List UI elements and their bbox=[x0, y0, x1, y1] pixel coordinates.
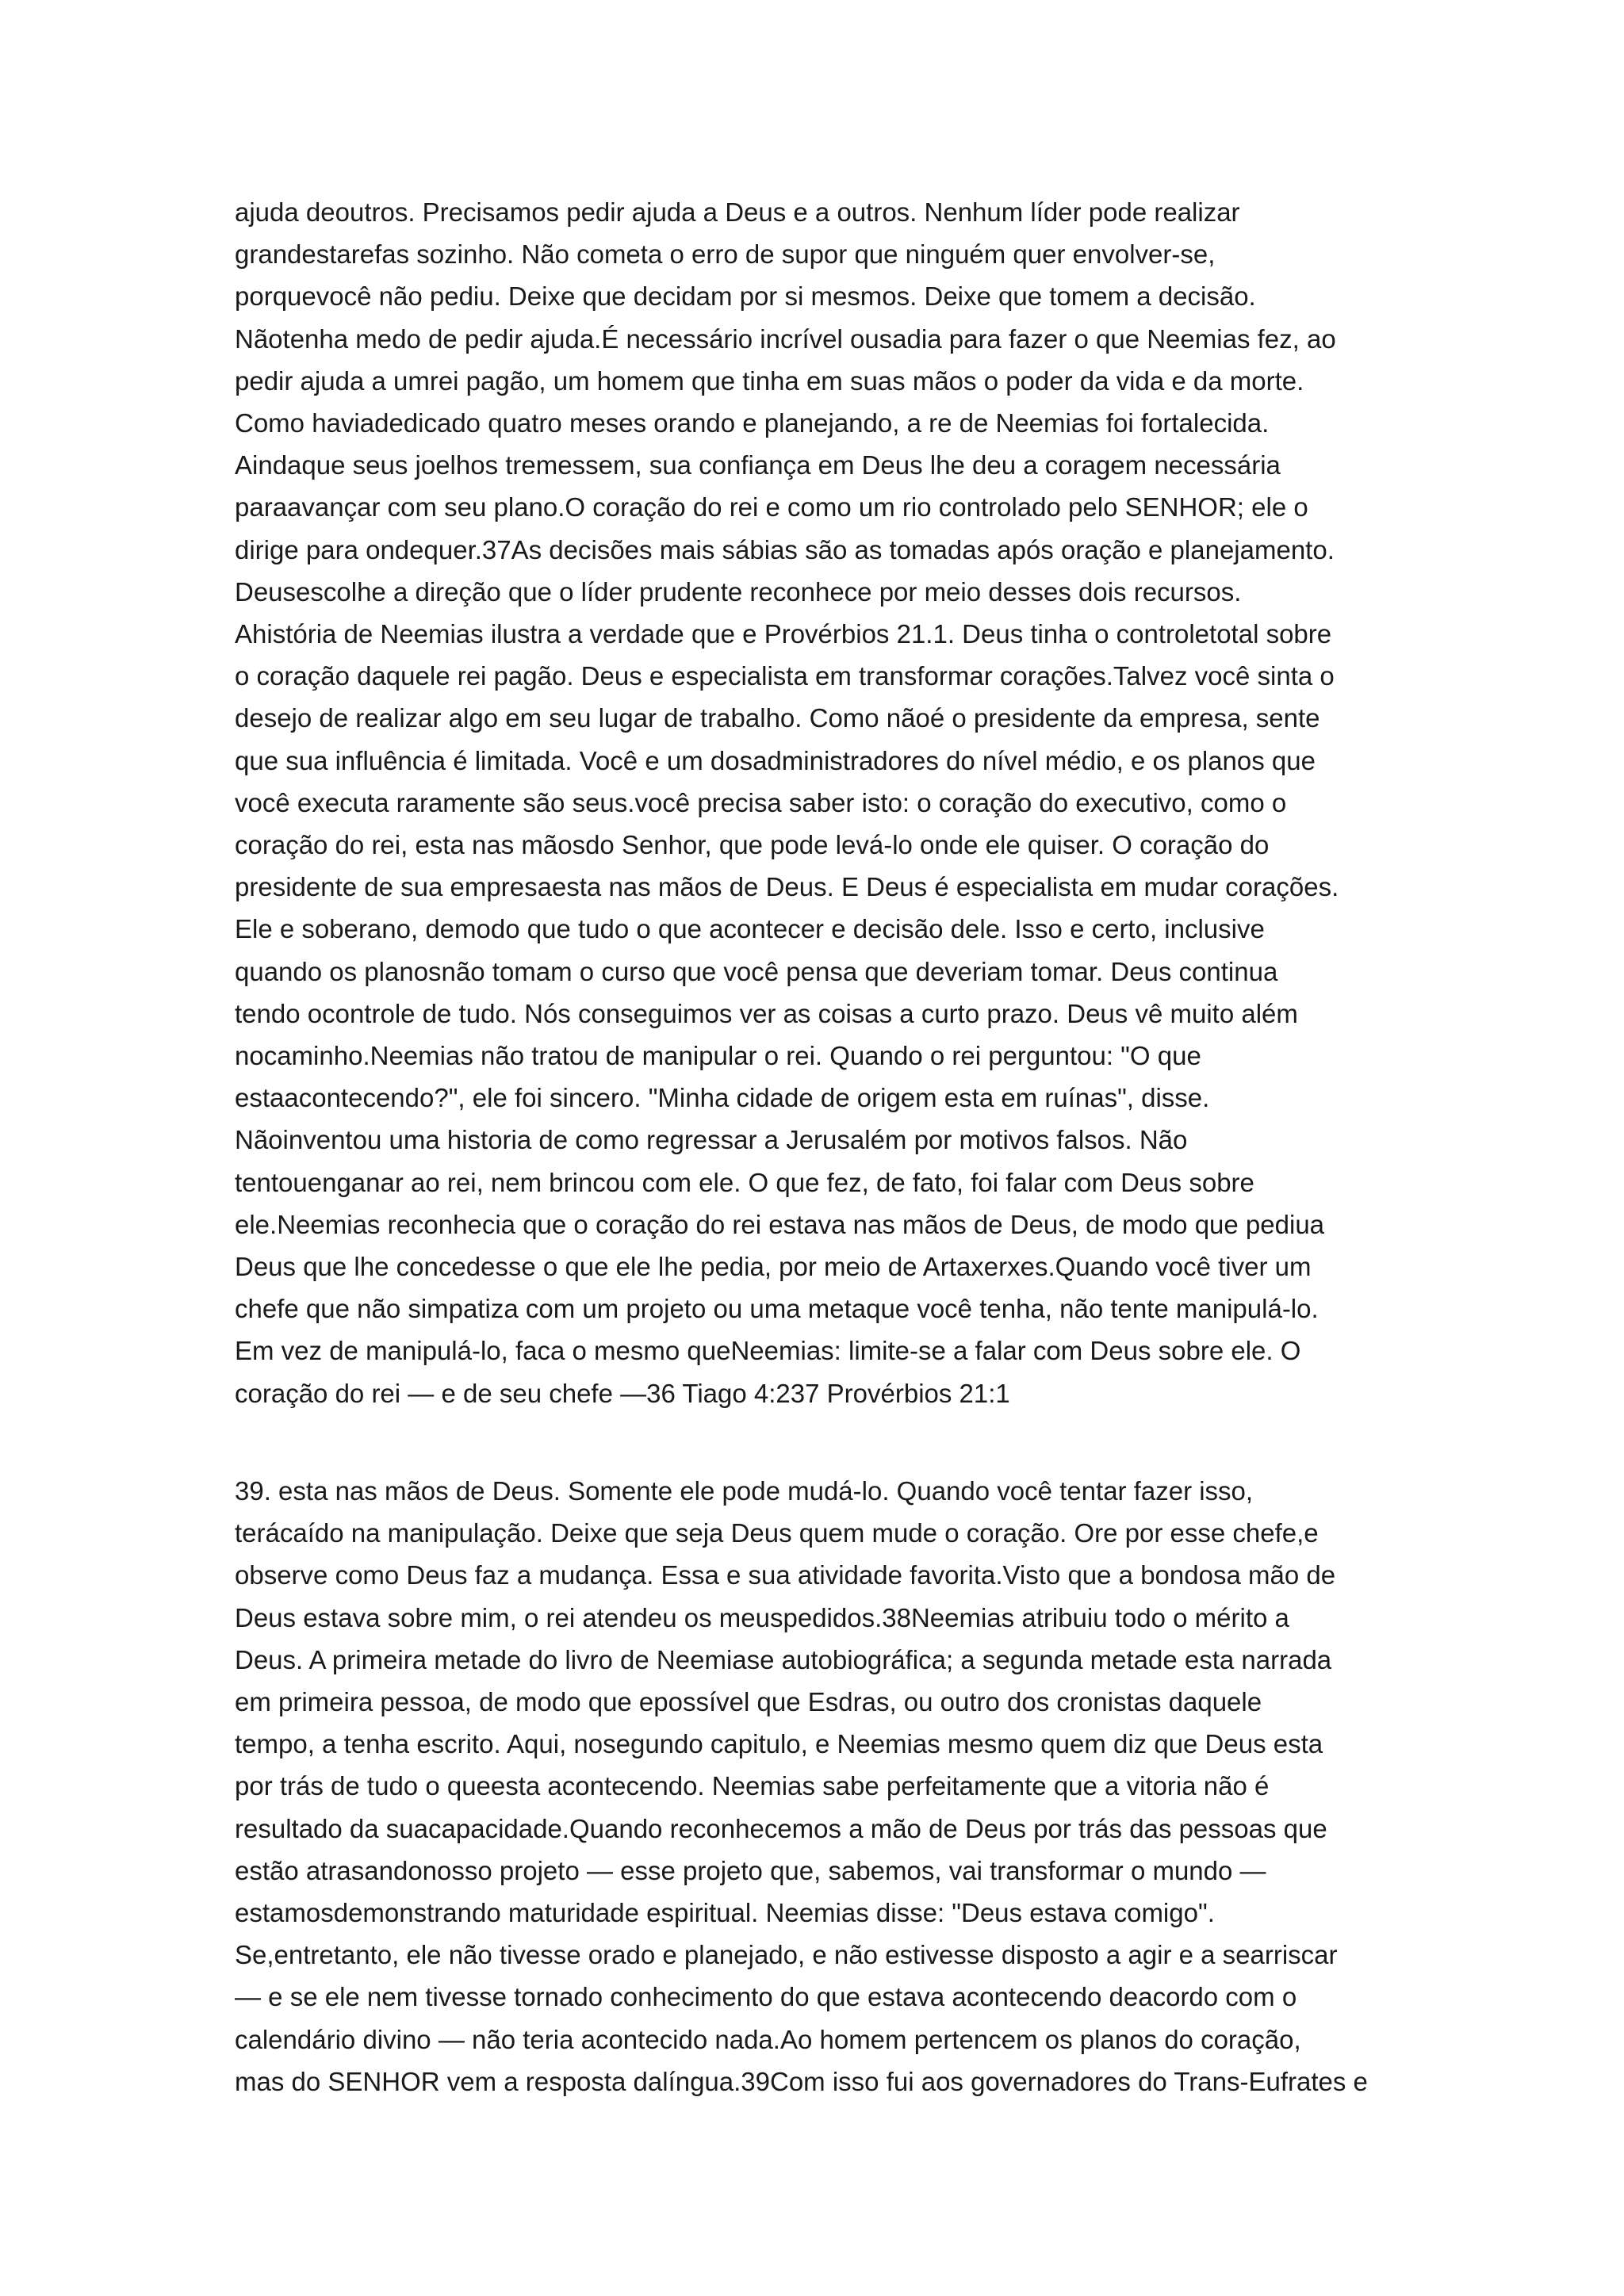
text-line: 39. esta nas mãos de Deus. Somente ele pode mudá-lo. Quando você tentar fazer isso, bbox=[235, 1476, 1254, 1506]
text-line: porquevocê não pediu. Deixe que decidam por si mesmos. Deixe que tomem a decisão. bbox=[235, 281, 1256, 312]
text-line: tentouenganar ao rei, nem brincou com ele. O que fez, de fato, foi falar com Deus sobre bbox=[235, 1167, 1254, 1197]
text-line: Nãoinventou uma historia de como regressar a Jerusalém por motivos falsos. Não bbox=[235, 1125, 1188, 1155]
text-line: Aindaque seus joelhos tremessem, sua confiança em Deus lhe deu a coragem necessária bbox=[235, 450, 1281, 480]
text-line: por trás de tudo o queesta acontecendo. Neemias sabe perfeitamente que a vitoria não é bbox=[235, 1771, 1270, 1801]
text-line: dirige para ondequer.37As decisões mais sábias são as tomadas após oração e planejamento. bbox=[235, 534, 1335, 564]
text-line: quando os planosnão tomam o curso que você pensa que deveriam tomar. Deus continua bbox=[235, 956, 1278, 986]
text-line: mas do SENHOR vem a resposta dalíngua.39Com isso fui aos governadores do Trans-Eufrates e bbox=[235, 2066, 1368, 2096]
text-line: Deus estava sobre mim, o rei atendeu os meuspedidos.38Neemias atribuiu todo o mérito a bbox=[235, 1602, 1289, 1632]
text-line: terácaído na manipulação. Deixe que seja Deus quem mude o coração. Ore por esse chefe,e bbox=[235, 1518, 1319, 1548]
text-line: você executa raramente são seus.você precisa saber isto: o coração do executivo, como o bbox=[235, 787, 1287, 817]
text-line: grandestarefas sozinho. Não cometa o erro de supor que ninguém quer envolver-se, bbox=[235, 239, 1216, 270]
paragraph-1 bbox=[235, 191, 1408, 1414]
text-line: Como haviadedicado quatro meses orando e planejando, a re de Neemias foi fortalecida. bbox=[235, 408, 1270, 438]
text-line: Deus. A primeira metade do livro de Neemiase autobiográfica; a segunda metade esta narrada bbox=[235, 1644, 1332, 1674]
text-line: desejo de realizar algo em seu lugar de trabalho. Como nãoé o presidente da empresa, sente bbox=[235, 703, 1320, 733]
text-line: presidente de sua empresaesta nas mãos de Deus. E Deus é especialista em mudar corações. bbox=[235, 872, 1339, 902]
text-line: Deusescolhe a direção que o líder prudente reconhece por meio desses dois recursos. bbox=[235, 576, 1242, 607]
text-line: estaacontecendo?", ele foi sincero. "Minha cidade de origem esta em ruínas", disse. bbox=[235, 1083, 1210, 1113]
text-line: tempo, a tenha escrito. Aqui, nosegundo capitulo, e Neemias mesmo quem diz que Deus esta bbox=[235, 1729, 1323, 1759]
text-line: estamosdemonstrando maturidade espiritual. Neemias disse: "Deus estava comigo". bbox=[235, 1898, 1215, 1928]
text-line: em primeira pessoa, de modo que epossível que Esdras, ou outro dos cronistas daquele bbox=[235, 1687, 1262, 1717]
text-line: pedir ajuda a umrei pagão, um homem que tinha em suas mãos o poder da vida e da morte. bbox=[235, 365, 1304, 396]
text-line: estão atrasandonosso projeto — esse projeto que, sabemos, vai transformar o mundo — bbox=[235, 1855, 1266, 1885]
text-line: Nãotenha medo de pedir ajuda.É necessário incrível ousadia para fazer o que Neemias fez, ao bbox=[235, 323, 1336, 354]
text-line: ajuda deoutros. Precisamos pedir ajuda a Deus e a outros. Nenhum líder pode realizar bbox=[235, 197, 1240, 227]
text-line: ele.Neemias reconhecia que o coração do rei estava nas mãos de Deus, de modo que pediua bbox=[235, 1209, 1325, 1239]
text-line: que sua influência é limitada. Você e um dosadministradores do nível médio, e os planos que bbox=[235, 745, 1316, 775]
text-line: chefe que não simpatiza com um projeto ou uma metaque você tenha, não tente manipulá-lo. bbox=[235, 1294, 1319, 1324]
text-line: coração do rei, esta nas mãosdo Senhor, que pode levá-lo onde ele quiser. O coração do bbox=[235, 830, 1270, 860]
text-line: paraavançar com seu plano.O coração do rei e como um rio controlado pelo SENHOR; ele o bbox=[235, 492, 1308, 522]
text-line: Ahistória de Neemias ilustra a verdade que e Provérbios 21.1. Deus tinha o controletotal sobre bbox=[235, 619, 1332, 649]
text-line: observe como Deus faz a mudança. Essa e sua atividade favorita.Visto que a bondosa mão de bbox=[235, 1560, 1336, 1590]
text-line: calendário divino — não teria acontecido nada.Ao homem pertencem os planos do coração, bbox=[235, 2024, 1301, 2054]
text-line: Se,entretanto, ele não tivesse orado e planejado, e não estivesse disposto a agir e a searriscar bbox=[235, 1940, 1338, 1970]
text-line: nocaminho.Neemias não tratou de manipular o rei. Quando o rei perguntou: "O que bbox=[235, 1041, 1201, 1071]
text-line: coração do rei — e de seu chefe —36 Tiago 4:237 Provérbios 21:1 bbox=[235, 1378, 1010, 1408]
text-line: Ele e soberano, demodo que tudo o que acontecer e decisão dele. Isso e certo, inclusive bbox=[235, 914, 1265, 944]
text-line: tendo ocontrole de tudo. Nós conseguimos ver as coisas a curto prazo. Deus vê muito além bbox=[235, 998, 1298, 1028]
text-line: Deus que lhe concedesse o que ele lhe pedia, por meio de Artaxerxes.Quando você tiver um bbox=[235, 1252, 1312, 1282]
text-line: o coração daquele rei pagão. Deus e especialista em transformar corações.Talvez você sinta o bbox=[235, 661, 1335, 691]
text-line: — e se ele nem tivesse tornado conhecimento do que estava acontecendo deacordo com o bbox=[235, 1982, 1297, 2012]
text-line: resultado da suacapacidade.Quando reconhecemos a mão de Deus por trás das pessoas que bbox=[235, 1813, 1327, 1843]
text-line: Em vez de manipulá-lo, faca o mesmo queNeemias: limite-se a falar com Deus sobre ele. O bbox=[235, 1336, 1301, 1366]
paragraph-2 bbox=[235, 1470, 1408, 2103]
